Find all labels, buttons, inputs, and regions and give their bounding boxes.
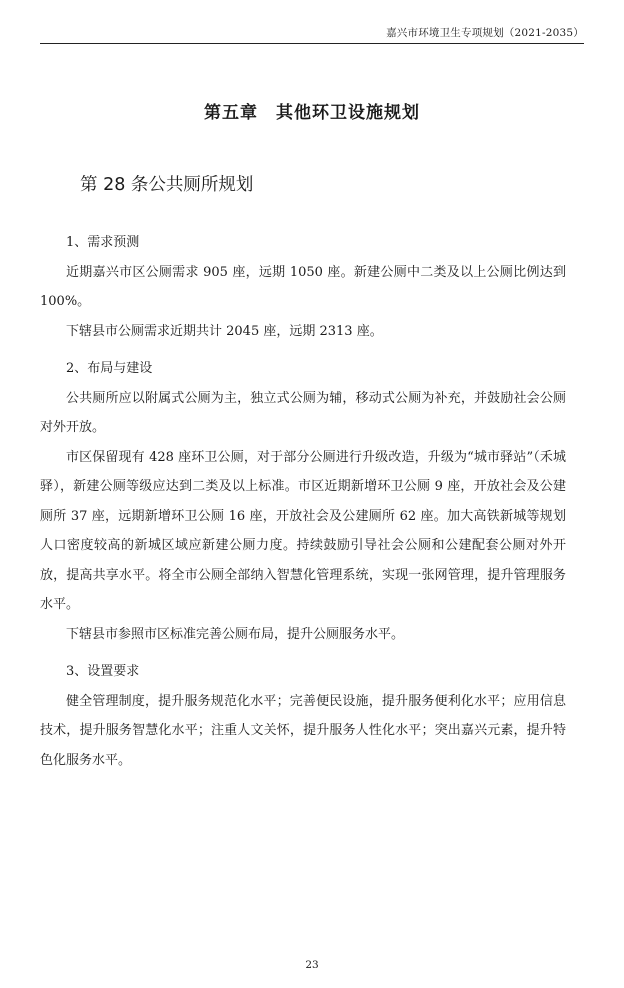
section-heading: 1、需求预测 <box>66 235 140 250</box>
article-title: 第 28 条公共厕所规划 <box>80 175 254 195</box>
running-header: 嘉兴市环境卫生专项规划（2021-2035） <box>386 27 584 39</box>
paragraph: 下辖县市公厕需求近期共计 2045 座，远期 2313 座。 <box>66 323 383 339</box>
paragraph: 健全管理制度，提升服务规范化水平；完善便民设施，提升服务便利化水平；应用信息技术，提升服务智慧化水平；注重人文关怀，提升服务人性化水平；突出嘉兴元素，提升特色化服务水平。 <box>40 693 566 768</box>
article-body <box>40 228 566 775</box>
chapter-title: 第五章 其他环卫设施规划 <box>204 103 420 123</box>
header-rule <box>40 43 584 44</box>
paragraph: 公共厕所应以附属式公厕为主，独立式公厕为辅，移动式公厕为补充，并鼓励社会公厕对外开放。 <box>40 390 566 435</box>
section-heading: 2、布局与建设 <box>66 361 153 376</box>
paragraph: 下辖县市参照市区标准完善公厕布局，提升公厕服务水平。 <box>66 626 405 642</box>
page-number: 23 <box>305 959 319 971</box>
paragraph: 近期嘉兴市区公厕需求 905 座，远期 1050 座。新建公厕中二类及以上公厕比例达到 100%。 <box>40 264 566 309</box>
paragraph: 市区保留现有 428 座环卫公厕，对于部分公厕进行升级改造，升级为“城市驿站”（禾城驿），新建公厕等级应达到二类及以上标准。市区近期新增环卫公厕 9 座，开放社会及公建厕所 37 座，远期新增环卫公厕 16 座，开放社会及公建厕所 62 座。加大高铁新城等规划人口密度较高的新城区域应新建公厕力度。持续鼓励引导社会公厕和公建配套公厕对外开放，提高共享水平。将全市公厕全部纳入智慧化管理系统，实现一张网管理，提升管理服务水平。 <box>40 449 566 612</box>
section-heading: 3、设置要求 <box>66 664 140 679</box>
